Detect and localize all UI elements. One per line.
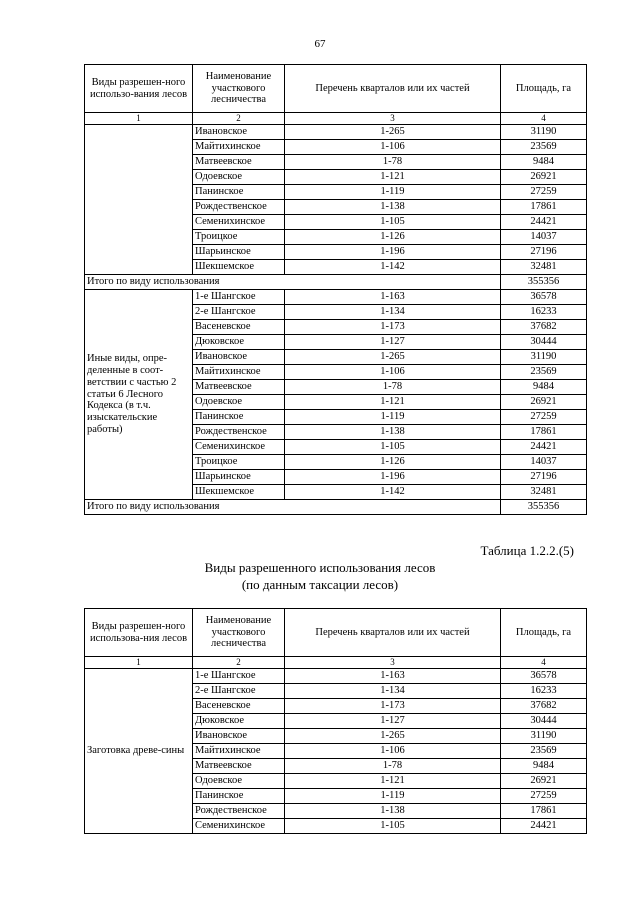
quarters-cell: 1-121: [285, 774, 501, 789]
forestry-name-cell: 1-е Шангское: [193, 669, 285, 684]
forestry-name-cell: Васеневское: [193, 699, 285, 714]
quarters-cell: 1-265: [285, 729, 501, 744]
area-cell: 14037: [501, 230, 587, 245]
header-forestry-name: Наименование участкового лесничества: [193, 65, 285, 113]
quarters-cell: 1-121: [285, 395, 501, 410]
forestry-name-cell: Ивановское: [193, 125, 285, 140]
forestry-name-cell: Троицкое: [193, 455, 285, 470]
area-cell: 26921: [501, 395, 587, 410]
quarters-cell: 1-163: [285, 290, 501, 305]
quarters-cell: 1-142: [285, 260, 501, 275]
table-title: Виды разрешенного использования лесов: [204, 560, 436, 575]
quarters-cell: 1-78: [285, 380, 501, 395]
quarters-cell: 1-126: [285, 455, 501, 470]
area-cell: 9484: [501, 155, 587, 170]
quarters-cell: 1-138: [285, 804, 501, 819]
area-cell: 16233: [501, 305, 587, 320]
quarters-cell: 1-127: [285, 714, 501, 729]
area-cell: 27196: [501, 245, 587, 260]
forestry-name-cell: Шарьинское: [193, 245, 285, 260]
quarters-cell: 1-119: [285, 185, 501, 200]
total-value: 355356: [501, 275, 587, 290]
area-cell: 24421: [501, 215, 587, 230]
total-label: Итого по виду использования: [85, 500, 501, 515]
quarters-cell: 1-265: [285, 350, 501, 365]
quarters-cell: 1-106: [285, 744, 501, 759]
column-number: 4: [501, 113, 587, 125]
header-use-type: Виды разрешен-ного использова-ния лесов: [85, 609, 193, 657]
total-row: [85, 500, 587, 515]
forestry-name-cell: Матвеевское: [193, 759, 285, 774]
area-cell: 23569: [501, 365, 587, 380]
quarters-cell: 1-105: [285, 440, 501, 455]
area-cell: 32481: [501, 485, 587, 500]
quarters-cell: 1-196: [285, 470, 501, 485]
quarters-cell: 1-173: [285, 699, 501, 714]
table-label: Таблица 1.2.2.(5): [480, 543, 574, 558]
forestry-name-cell: Майтихинское: [193, 365, 285, 380]
area-cell: 9484: [501, 380, 587, 395]
quarters-cell: 1-138: [285, 425, 501, 440]
table-forest-use-1: [84, 64, 587, 515]
area-cell: 27259: [501, 185, 587, 200]
quarters-cell: 1-106: [285, 140, 501, 155]
area-cell: 30444: [501, 335, 587, 350]
forestry-name-cell: Панинское: [193, 410, 285, 425]
quarters-cell: 1-265: [285, 125, 501, 140]
table-row: [85, 290, 587, 305]
forestry-name-cell: Майтихинское: [193, 140, 285, 155]
column-number: 2: [193, 657, 285, 669]
area-cell: 14037: [501, 455, 587, 470]
area-cell: 31190: [501, 350, 587, 365]
area-cell: 24421: [501, 819, 587, 834]
area-cell: 27196: [501, 470, 587, 485]
area-cell: 36578: [501, 290, 587, 305]
header-quarters: Перечень кварталов или их частей: [285, 65, 501, 113]
area-cell: 36578: [501, 669, 587, 684]
header-area: Площадь, га: [501, 65, 587, 113]
area-cell: 27259: [501, 789, 587, 804]
forestry-name-cell: Одоевское: [193, 170, 285, 185]
quarters-cell: 1-127: [285, 335, 501, 350]
quarters-cell: 1-119: [285, 789, 501, 804]
table-forest-use-2: [84, 608, 587, 834]
forestry-name-cell: Панинское: [193, 789, 285, 804]
forestry-name-cell: 2-е Шангское: [193, 305, 285, 320]
table-subtitle: (по данным таксации лесов): [241, 577, 399, 592]
forestry-name-cell: 1-е Шангское: [193, 290, 285, 305]
forestry-name-cell: Одоевское: [193, 774, 285, 789]
forestry-name-cell: Панинское: [193, 185, 285, 200]
column-number: 1: [85, 113, 193, 125]
forestry-name-cell: Семенихинское: [193, 215, 285, 230]
area-cell: 27259: [501, 410, 587, 425]
area-cell: 24421: [501, 440, 587, 455]
column-number: 1: [85, 657, 193, 669]
forestry-name-cell: Рождественское: [193, 200, 285, 215]
use-type-cell: [85, 125, 193, 275]
area-cell: 30444: [501, 714, 587, 729]
area-cell: 26921: [501, 774, 587, 789]
use-type-cell: Иные виды, опре-деленные в соот-ветствии с частью 2 статьи 6 Лесного Кодекса (в т.ч. изыскательские работы): [85, 290, 193, 500]
area-cell: 17861: [501, 804, 587, 819]
area-cell: 9484: [501, 759, 587, 774]
forestry-name-cell: Семенихинское: [193, 440, 285, 455]
quarters-cell: 1-134: [285, 684, 501, 699]
forestry-name-cell: Семенихинское: [193, 819, 285, 834]
total-value: 355356: [501, 500, 587, 515]
column-number: 2: [193, 113, 285, 125]
forestry-name-cell: Одоевское: [193, 395, 285, 410]
area-cell: 26921: [501, 170, 587, 185]
area-cell: 17861: [501, 200, 587, 215]
area-cell: 31190: [501, 729, 587, 744]
forestry-name-cell: Троицкое: [193, 230, 285, 245]
quarters-cell: 1-105: [285, 215, 501, 230]
forestry-name-cell: Дюковское: [193, 714, 285, 729]
header-use-type: Виды разрешен-ного использо-вания лесов: [85, 65, 193, 113]
forestry-name-cell: Рождественское: [193, 804, 285, 819]
area-cell: 37682: [501, 699, 587, 714]
column-number: 3: [285, 657, 501, 669]
quarters-cell: 1-173: [285, 320, 501, 335]
forestry-name-cell: Шарьинское: [193, 470, 285, 485]
area-cell: 31190: [501, 125, 587, 140]
forestry-name-cell: Майтихинское: [193, 744, 285, 759]
quarters-cell: 1-134: [285, 305, 501, 320]
quarters-cell: 1-138: [285, 200, 501, 215]
area-cell: 16233: [501, 684, 587, 699]
table-row: [85, 125, 587, 140]
header-area: Площадь, га: [501, 609, 587, 657]
forestry-name-cell: Матвеевское: [193, 380, 285, 395]
header-quarters: Перечень кварталов или их частей: [285, 609, 501, 657]
forestry-name-cell: Ивановское: [193, 350, 285, 365]
forestry-name-cell: Дюковское: [193, 335, 285, 350]
quarters-cell: 1-142: [285, 485, 501, 500]
column-number: 3: [285, 113, 501, 125]
quarters-cell: 1-106: [285, 365, 501, 380]
forestry-name-cell: Шекшемское: [193, 485, 285, 500]
area-cell: 23569: [501, 744, 587, 759]
page-number: 67: [314, 38, 326, 50]
forestry-name-cell: Рождественское: [193, 425, 285, 440]
area-cell: 37682: [501, 320, 587, 335]
forestry-name-cell: Васеневское: [193, 320, 285, 335]
quarters-cell: 1-163: [285, 669, 501, 684]
total-label: Итого по виду использования: [85, 275, 501, 290]
column-number: 4: [501, 657, 587, 669]
quarters-cell: 1-119: [285, 410, 501, 425]
quarters-cell: 1-105: [285, 819, 501, 834]
area-cell: 32481: [501, 260, 587, 275]
forestry-name-cell: Матвеевское: [193, 155, 285, 170]
area-cell: 23569: [501, 140, 587, 155]
table-row: [85, 669, 587, 684]
area-cell: 17861: [501, 425, 587, 440]
forestry-name-cell: Шекшемское: [193, 260, 285, 275]
header-forestry-name: Наименование участкового лесничества: [193, 609, 285, 657]
total-row: [85, 275, 587, 290]
quarters-cell: 1-196: [285, 245, 501, 260]
quarters-cell: 1-78: [285, 759, 501, 774]
quarters-cell: 1-126: [285, 230, 501, 245]
forestry-name-cell: 2-е Шангское: [193, 684, 285, 699]
forestry-name-cell: Ивановское: [193, 729, 285, 744]
quarters-cell: 1-78: [285, 155, 501, 170]
use-type-cell: Заготовка древе-сины: [85, 669, 193, 834]
quarters-cell: 1-121: [285, 170, 501, 185]
